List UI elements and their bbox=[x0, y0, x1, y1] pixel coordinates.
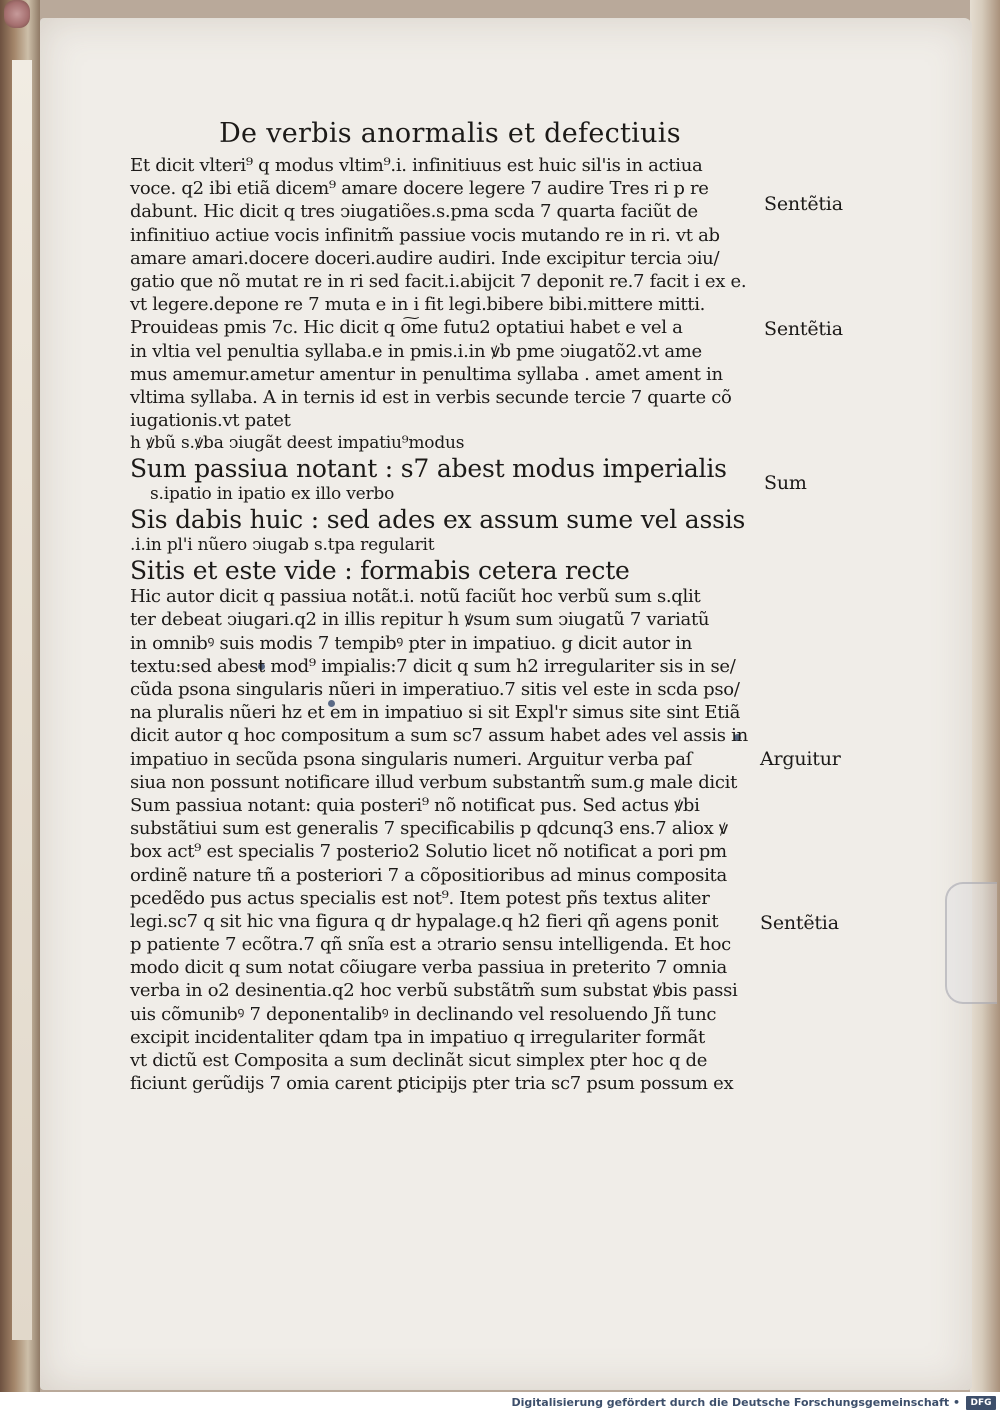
gloss-line: s.ipatio in ipatio ex illo verbo bbox=[150, 484, 395, 505]
text-line: pcedẽdo pus actus specialis est not⁹. Item potest pñs textus aliter bbox=[130, 887, 710, 909]
text-line: Prouideas pmis 7c. Hic dicit q o͠me futu2 optatiui habet e vel a bbox=[130, 317, 683, 339]
text-line: ter debeat ↄiugari.q2 in illis repitur h ꝟsum sum ↄiugatũ 7 variatũ bbox=[130, 609, 710, 631]
text-line: Et dicit vlteri⁹ q modus vltim⁹.i. infinitiuus est huic sil'is in actiua bbox=[130, 155, 703, 176]
facing-page-edge bbox=[12, 60, 32, 1340]
text-line: textu:sed abest mod⁹ impialis:7 dicit q sum h2 irregulariter sis in se/ bbox=[130, 655, 736, 677]
text-line: impatiuo in secũda psona singularis numeri. Arguitur verba paſ bbox=[130, 748, 693, 770]
margin-note: Arguitur bbox=[760, 748, 841, 770]
text-lines bbox=[130, 154, 762, 1095]
text-line: excipit incidentaliter qdam tpa in impatiuo q irregulariter formãt bbox=[130, 1026, 705, 1048]
book-spine-left bbox=[0, 0, 40, 1392]
verse-line: Sitis et este vide : formabis cetera recte bbox=[130, 556, 630, 586]
gloss-line: .i.in pl'i nũero ↄiugab s.tpa regularit bbox=[130, 535, 435, 556]
text-line: Hic autor dicit q passiua notãt.i. notũ faciũt hoc verbũ sum s.qlit bbox=[130, 586, 701, 608]
binding-thread bbox=[4, 0, 30, 28]
dfg-logo: DFG bbox=[966, 1396, 996, 1410]
text-line: legi.sc7 q sit hic vna figura q dr hypalage.q h2 fieri qñ agens ponit bbox=[130, 910, 719, 932]
text-line: ordinẽ nature tñ a posteriori 7 a cõpositioribus ad minus composita bbox=[130, 864, 727, 886]
text-line: vt legere.depone re 7 muta e in i fit legi.bibere bibi.mittere mitti. bbox=[130, 294, 706, 316]
text-line: in omnibꝰ suis modis 7 tempibꝰ pter in impatiuo. g dicit autor in bbox=[130, 632, 692, 654]
text-line: verba in o2 desinentia.q2 hoc verbũ substãtm̃ sum substat ꝟbis passi bbox=[130, 980, 738, 1002]
text-line: na pluralis nũeri hz et em in impatiuo si sit Expl'r simus site sint Etiã bbox=[130, 702, 741, 724]
text-line: infinitiuo actiue vocis infinitm̃ passiue vocis mutando re in ri. vt ab bbox=[130, 224, 720, 246]
text-block bbox=[130, 118, 762, 1095]
text-line: p patiente 7 ecõtra.7 qñ snĩa est a ↄtrario sensu intelligenda. Et hoc bbox=[130, 934, 731, 956]
text-line: voce. q2 ibi etiã dicem⁹ amare docere legere 7 audire Tres ri p re bbox=[130, 178, 709, 200]
text-line: in vltia vel penultia syllaba.e in pmis.i.in ꝟb pme ↄiugatõ2.vt ame bbox=[130, 340, 702, 362]
verse-line: Sis dabis huic : sed ades ex assum sume vel assis bbox=[130, 505, 746, 535]
text-line: ficiunt gerũdijs 7 omia carent ꝑticipijs pter tria sc7 psum possum ex bbox=[130, 1073, 734, 1095]
text-line: Sum passiua notant: quia posteri⁹ nõ notificat pus. Sed actus ꝟbi bbox=[130, 794, 700, 816]
text-line: dicit autor q hoc compositum a sum sc7 assum habet ades vel assis in bbox=[130, 725, 748, 747]
paper-clip bbox=[945, 882, 997, 1004]
text-line: substãtiui sum est generalis 7 specificabilis p qdcunq3 ens.7 aliox ꝟ bbox=[130, 818, 728, 840]
text-line: amare amari.docere doceri.audire audiri. Inde excipitur tercia ↄiu/ bbox=[130, 247, 720, 269]
text-line: iugationis.vt patet bbox=[130, 410, 291, 432]
text-line: cũda psona singularis nũeri in imperatiuo.7 sitis vel este in scda pso/ bbox=[130, 679, 740, 700]
funding-banner bbox=[0, 1392, 1000, 1415]
text-line: uis cõmunibꝰ 7 deponentalibꝰ in declinando vel resoluendo Jñ tunc bbox=[130, 1003, 717, 1025]
text-line: vt dictũ est Composita a sum declinãt sicut simplex pter hoc q de bbox=[130, 1050, 708, 1071]
text-line: vltima syllaba. A in ternis id est in verbis secunde tercie 7 quarte cõ bbox=[130, 386, 732, 408]
margin-note: Sum bbox=[764, 472, 807, 494]
gloss-line: h ꝟbũ s.ꝟba ↄiugãt deest impatiu⁹modus bbox=[130, 433, 465, 454]
margin-note: Sentẽtia bbox=[760, 912, 839, 934]
text-line: siua non possunt notificare illud verbum substantm̃ sum.g male dicit bbox=[130, 771, 738, 793]
funding-text: Digitalisierung gefördert durch die Deutsche Forschungsgemeinschaft • bbox=[511, 1396, 960, 1409]
page-heading: De verbis anormalis et defectiuis bbox=[219, 118, 681, 149]
text-line: gatio que nõ mutat re in ri sed facit.i.abijcit 7 deponit re.7 facit i ex e. bbox=[130, 270, 747, 292]
margin-note: Sentẽtia bbox=[764, 318, 843, 340]
margin-note: Sentẽtia bbox=[764, 193, 843, 215]
text-line: modo dicit q sum notat cõiugare verba passiua in preterito 7 omnia bbox=[130, 957, 727, 979]
text-line: box act⁹ est specialis 7 posterio2 Solutio licet nõ notificat a pori pm bbox=[130, 841, 727, 863]
verse-line: Sum passiua notant : s7 abest modus imperialis bbox=[130, 454, 727, 484]
text-line: dabunt. Hic dicit q tres ↄiugatiões.s.pma scda 7 quarta faciũt de bbox=[130, 201, 698, 223]
page-stack-right bbox=[970, 0, 1000, 1392]
text-line: mus amemur.ametur amentur in penultima syllaba . amet ament in bbox=[130, 363, 723, 385]
